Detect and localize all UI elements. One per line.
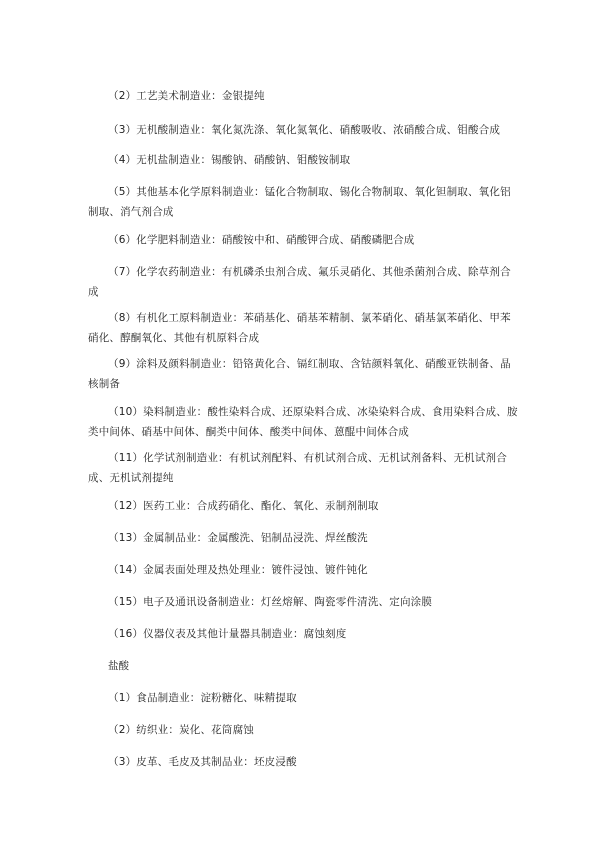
list-item: （10）染料制造业：酸性染料合成、还原染料合成、冰染染料合成、食用染料合成、胺类中间体、硝基中间体、酮类中间体、酸类中间体、蒽醌中间体合成 bbox=[88, 406, 518, 438]
list-item: （14）金属表面处理及热处理业：镀件浸蚀、镀件钝化 bbox=[108, 564, 368, 576]
list-item: （7）化学农药制造业：有机磷杀虫剂合成、氟乐灵硝化、其他杀菌剂合成、除草剂合成 bbox=[88, 266, 511, 298]
list-item: （9）涂料及颜料制造业：铅铬黄化合、镉红制取、含钴颜料氧化、硝酸亚铁制备、晶核制备 bbox=[88, 358, 511, 390]
list-item: （3）无机酸制造业：氧化氮洗涤、氧化氮氧化、硝酸吸收、浓硝酸合成、钼酸合成 bbox=[108, 124, 501, 136]
list-item: （8）有机化工原料制造业：苯硝基化、硝基苯精制、氯苯硝化、硝基氯苯硝化、甲苯硝化、醇酮氧化、其他有机原料合成 bbox=[88, 312, 511, 344]
list-item: （15）电子及通讯设备制造业：灯丝熔解、陶瓷零件清洗、定向涂膜 bbox=[108, 596, 433, 608]
list-item: （2）纺织业：炭化、花筒腐蚀 bbox=[108, 724, 254, 736]
list-item: （16）仪器仪表及其他计量器具制造业：腐蚀刻度 bbox=[108, 628, 347, 640]
list-item: （11）化学试剂制造业：有机试剂配料、有机试剂合成、无机试剂备料、无机试剂合成、无机试剂提纯 bbox=[88, 452, 507, 484]
section-heading: 盐酸 bbox=[108, 660, 129, 672]
list-item: （3）皮革、毛皮及其制品业：坯皮浸酸 bbox=[108, 756, 297, 768]
list-item: （4）无机盐制造业：锡酸钠、硝酸钠、钼酸铵制取 bbox=[108, 154, 351, 166]
list-item: （13）金属制品业：金属酸洗、铝制品浸洗、焊丝酸洗 bbox=[108, 532, 368, 544]
list-item: （2）工艺美术制造业：金银提纯 bbox=[108, 90, 265, 102]
list-item: （12）医药工业：合成药硝化、酯化、氧化、汞制剂制取 bbox=[108, 500, 379, 512]
list-item: （6）化学肥料制造业：硝酸铵中和、硝酸钾合成、硝酸磷肥合成 bbox=[108, 234, 415, 246]
list-item: （1）食品制造业：淀粉糖化、味精提取 bbox=[108, 692, 297, 704]
list-item: （5）其他基本化学原料制造业：锰化合物制取、锡化合物制取、氧化钽制取、氧化铝制取、消气剂合成 bbox=[88, 186, 511, 218]
